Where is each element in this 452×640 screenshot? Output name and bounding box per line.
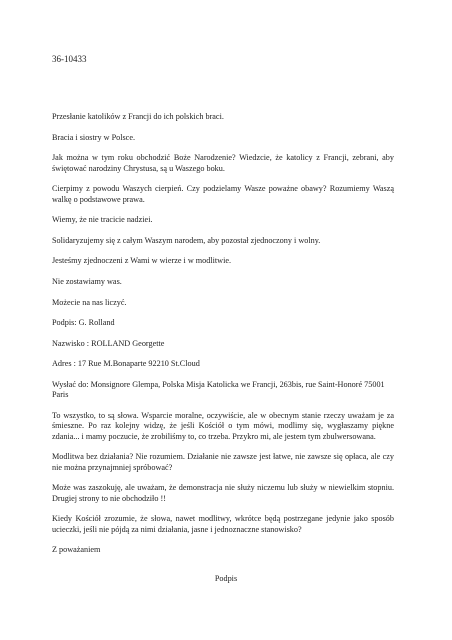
letter-body (52, 112, 394, 566)
address-line: Adres : 17 Rue M.Bonaparte 92210 St.Cloud (52, 359, 200, 369)
surname-line: Nazwisko : ROLLAND Georgette (52, 338, 165, 348)
closing: Z poważaniem (52, 545, 101, 555)
paragraph: Może was zaszokuję, ale uważam, że demonstracja nie służy niczemu lub służy w niewielkim stopniu. Drugiej strony to nie obchodziło !! (52, 483, 394, 503)
paragraph: Cierpimy z powodu Waszych cierpień. Czy podzielamy Wasze poważne obawy? Rozumiemy Waszą walkę o podstawowe prawa. (52, 184, 394, 204)
paragraph: Jesteśmy zjednoczeni z Wami w wierze i w modlitwie. (52, 256, 232, 266)
send-to-line: Wysłać do: Monsignore Glempa, Polska Misja Katolicka we Francji, 263bis, rue Saint-Honoré 75001 Paris (52, 379, 385, 400)
document-id: 36-10433 (52, 54, 87, 64)
paragraph: Solidaryzujemy się z całym Waszym narodem, aby pozostał zjednoczony i wolny. (52, 235, 321, 245)
paragraph: Kiedy Kościół zrozumie, że słowa, nawet modlitwy, wkrótce będą postrzegane jedynie jako sposób ucieczki, jeśli nie pójdą za nimi działania, jasne i jednoznaczne stanowisko? (52, 514, 394, 534)
signature: Podpis (214, 574, 238, 583)
signed-by-line: Podpis: G. Rolland (52, 318, 115, 328)
letter-title: Przesłanie katolików z Francji do ich polskich braci. (52, 112, 224, 121)
paragraph: Możecie na nas liczyć. (52, 297, 127, 307)
paragraph: To wszystko, to są słowa. Wsparcie moralne, oczywiście, ale w obecnym stanie rzeczy uważam je za śmieszne. Po raz kolejny widzę, że jeśli Kościół o tym mówi, modlimy się, wygłaszamy piękne zdania... i mamy poczucie, że zrobiliśmy to, co trzeba. Przykro mi, ale jestem tym zbulwersowana. (52, 410, 394, 441)
paragraph: Nie zostawiamy was. (52, 276, 122, 286)
paragraph: Modlitwa bez działania? Nie rozumiem. Działanie nie zawsze jest łatwe, nie zawsze się opłaca, ale czy nie można przynajmniej spróbować? (52, 452, 394, 472)
paragraph: Jak można w tym roku obchodzić Boże Narodzenie? Wiedzcie, że katolicy z Francji, zebrani, aby świętować narodziny Chrystusa, są u Waszego boku. (52, 153, 394, 173)
salutation: Bracia i siostry w Polsce. (52, 132, 135, 142)
paragraph: Wiemy, że nie tracicie nadziei. (52, 215, 153, 225)
